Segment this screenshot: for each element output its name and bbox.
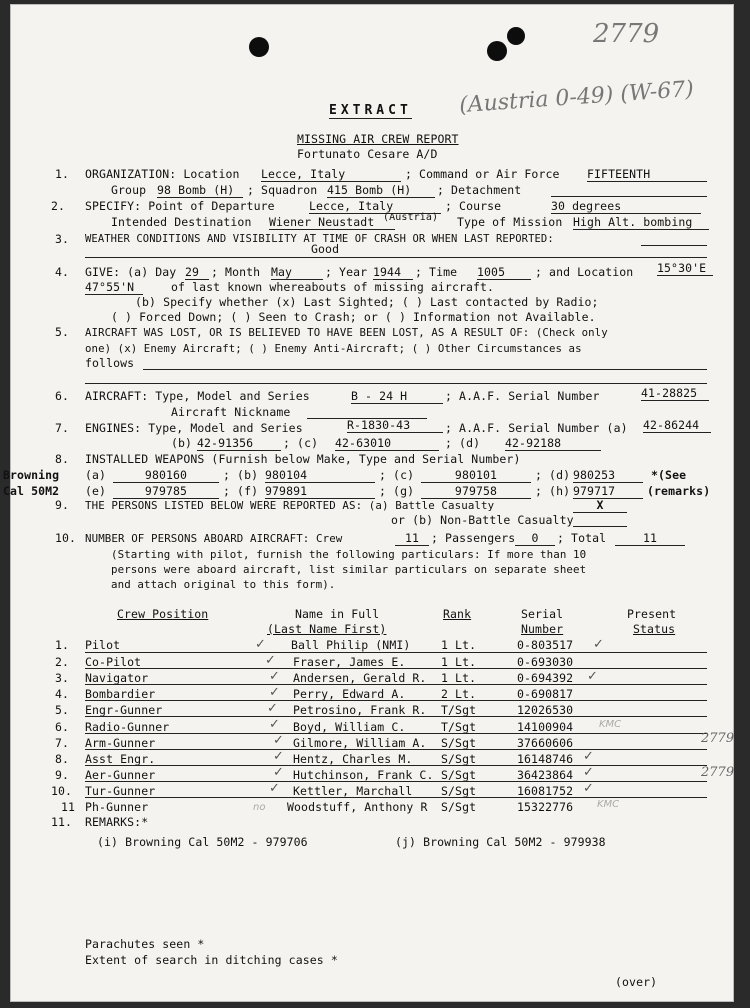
group-label: Group: [111, 183, 147, 197]
check-mark: ✓: [269, 717, 280, 732]
persons-note-2: persons were aboard aircraft, list similar particulars on separate sheet: [111, 563, 587, 576]
remark-i: (i) Browning Cal 50M2 - 979706: [97, 835, 308, 849]
weapon-a-label: (a): [85, 468, 107, 482]
squadron-label: ; Squadron: [247, 183, 318, 197]
check-mark: ✓: [583, 781, 594, 796]
margin-file-number: 2779: [701, 731, 735, 746]
weapon-f-value: 979891: [265, 485, 375, 499]
section-number: 9.: [55, 498, 70, 512]
section-number: 7.: [55, 421, 70, 435]
document-page: [3, 4, 735, 1002]
non-battle-label: or (b) Non-Battle Casualty: [391, 513, 574, 527]
engine-d-value: 42-92188: [505, 437, 601, 451]
row-position: Asst Engr.: [85, 752, 156, 766]
margin-no-mark: no: [253, 802, 266, 813]
engines-label: ENGINES: Type, Model and Series: [85, 421, 303, 435]
latitude-value: 47°55'N: [85, 281, 143, 295]
command-value: FIFTEENTH: [587, 168, 707, 182]
check-mark: ✓: [273, 765, 284, 780]
squadron-value: 415 Bomb (H): [327, 184, 435, 198]
row-serial: 0-694392: [517, 671, 574, 685]
year-value: 1944: [373, 266, 413, 280]
command-label: ; Command or Air Force: [405, 167, 560, 181]
passengers-label: ; Passengers: [431, 531, 516, 545]
row-position: Arm-Gunner: [85, 736, 156, 750]
row-rank: S/Sgt: [441, 800, 477, 814]
time-value: 1005: [477, 266, 531, 280]
location-value: Lecce, Italy: [261, 168, 401, 182]
extent-line: Extent of search in ditching cases *: [85, 953, 338, 967]
check-mark: ✓: [583, 749, 594, 764]
check-mark: ✓: [269, 685, 280, 700]
check-mark: ✓: [593, 637, 604, 652]
check-mark: ✓: [273, 733, 284, 748]
month-label: ; Month: [211, 265, 261, 279]
row-num: 4.: [55, 687, 70, 701]
punch-hole: [507, 27, 525, 45]
loss-line-1: AIRCRAFT WAS LOST, OR IS BELIEVED TO HAVE BEEN LOST, AS A RESULT OF: (Check only: [85, 326, 608, 339]
section-number: 6.: [55, 389, 70, 403]
row-name: Boyd, William C.: [293, 720, 406, 734]
weapon-make: Browning: [3, 468, 60, 482]
row-position: Engr-Gunner: [85, 703, 163, 717]
weapon-h-value: 979717: [573, 485, 643, 499]
airfield-name: Fortunato Cesare A/D: [297, 147, 438, 161]
row-name: Fraser, James E.: [293, 655, 406, 669]
persons-note-3: and attach original to this form).: [111, 578, 336, 591]
handwritten-file-number: 2779: [593, 19, 660, 49]
persons-note-1: (Starting with pilot, furnish the following particulars: If more than 10: [111, 548, 587, 561]
margin-kmc-mark: KMC: [599, 719, 622, 730]
longitude-value: 15°30'E: [657, 262, 713, 276]
row-serial: 0-803517: [517, 638, 574, 652]
section-number: 8.: [55, 452, 70, 466]
weapon-b-label: ; (b): [223, 468, 259, 482]
weapon-e-label: (e): [85, 484, 107, 498]
weapon-a-value: 980160: [113, 469, 219, 483]
row-name: Hutchinson, Frank C.: [293, 768, 434, 782]
row-name: Ball Philip (NMI): [291, 638, 411, 652]
over-note: (over): [615, 975, 658, 989]
row-name: Woodstuff, Anthony R: [287, 800, 428, 814]
weapon-d-label: ; (d): [535, 468, 571, 482]
header-name: Name in Full: [295, 607, 380, 621]
engine-c-label: ; (c): [283, 436, 319, 450]
engine-d-label: ; (d): [445, 436, 481, 450]
mission-value: High Alt. bombing: [573, 216, 709, 230]
row-num: 6.: [55, 720, 70, 734]
row-serial: 0-693030: [517, 655, 574, 669]
row-rank: T/Sgt: [441, 703, 477, 717]
aircraft-label: AIRCRAFT: Type, Model and Series: [85, 389, 310, 403]
row-position: Ph-Gunner: [85, 800, 149, 814]
destination-label: Intended Destination: [111, 215, 252, 229]
engine-serial-label: ; A.A.F. Serial Number (a): [445, 421, 628, 435]
status-line-b: (b) Specify whether (x) Last Sighted; ( ) Last contacted by Radio;: [135, 295, 599, 309]
weapon-see-note: *(See: [651, 468, 687, 482]
row-serial: 16148746: [517, 752, 574, 766]
check-mark: ✓: [269, 781, 280, 796]
specify-label: SPECIFY: Point of Departure: [85, 199, 275, 213]
header-crew-position: Crew Position: [117, 607, 209, 621]
weapon-f-label: ; (f): [223, 484, 259, 498]
remarks-label: REMARKS:*: [85, 815, 149, 829]
margin-kmc-mark: KMC: [597, 799, 620, 810]
check-mark: ✓: [255, 637, 266, 652]
row-name: Perry, Edward A.: [293, 687, 406, 701]
row-position: Pilot: [85, 638, 121, 652]
header-serial-sub: Number: [521, 622, 564, 636]
section-number: 1.: [55, 167, 70, 181]
engine-b-value: 42-91356: [197, 437, 281, 451]
remark-j: (j) Browning Cal 50M2 - 979938: [395, 835, 606, 849]
battle-casualty-mark: X: [573, 499, 627, 513]
header-status-sub: Status: [633, 622, 676, 636]
weapon-d-value: 980253: [573, 469, 643, 483]
course-label: ; Course: [445, 199, 502, 213]
row-rank: 1 Lt.: [441, 638, 477, 652]
day-value: 29: [185, 266, 209, 280]
row-position: Bombardier: [85, 687, 156, 701]
persons-label: NUMBER OF PERSONS ABOARD AIRCRAFT: Crew: [85, 532, 343, 545]
check-mark: ✓: [265, 653, 276, 668]
row-rank: S/Sgt: [441, 736, 477, 750]
row-rank: S/Sgt: [441, 752, 477, 766]
location-label: ; and Location: [535, 265, 634, 279]
check-mark: ✓: [267, 701, 278, 716]
weather-value: Good: [311, 242, 340, 256]
month-value: May: [271, 266, 323, 280]
header-status: Present: [627, 607, 677, 621]
engine-model-value: R-1830-43: [347, 419, 443, 433]
year-label: ; Year: [325, 265, 368, 279]
aircraft-serial-label: ; A.A.F. Serial Number: [445, 389, 600, 403]
handwritten-note: (Austria 0-49) (W-67): [458, 76, 695, 119]
mission-label: Type of Mission: [457, 215, 563, 229]
row-name: Hentz, Charles M.: [293, 752, 413, 766]
row-rank: 2 Lt.: [441, 687, 477, 701]
section-number: 11.: [51, 815, 73, 829]
row-num: 8.: [55, 752, 70, 766]
organization-label: ORGANIZATION: Location: [85, 167, 240, 181]
crew-count: 11: [395, 532, 429, 546]
check-mark: ✓: [587, 669, 598, 684]
weapon-g-label: ; (g): [379, 484, 415, 498]
punch-hole: [487, 41, 507, 61]
weapons-label: INSTALLED WEAPONS (Furnish below Make, Type and Serial Number): [85, 452, 521, 466]
weather-label: WEATHER CONDITIONS AND VISIBILITY AT TIME OF CRASH OR WHEN LAST REPORTED:: [85, 233, 554, 245]
row-num: 5.: [55, 703, 70, 717]
row-num: 7.: [55, 736, 70, 750]
row-name: Andersen, Gerald R.: [293, 671, 427, 685]
weapon-b-value: 980104: [265, 469, 375, 483]
row-position: Co-Pilot: [85, 655, 142, 669]
check-mark: ✓: [273, 749, 284, 764]
weapon-e-value: 979785: [113, 485, 219, 499]
parachutes-line: Parachutes seen *: [85, 937, 205, 951]
header-name-sub: (Last Name First): [267, 622, 387, 636]
row-rank: 1 Lt.: [441, 655, 477, 669]
section-number: 5.: [55, 325, 70, 339]
casualty-label: THE PERSONS LISTED BELOW WERE REPORTED AS: (a) Battle Casualty: [85, 499, 495, 512]
row-num: 2.: [55, 655, 70, 669]
passengers-count: 0: [515, 532, 555, 546]
section-number: 10.: [55, 531, 77, 545]
row-position: Tur-Gunner: [85, 784, 156, 798]
check-mark: ✓: [269, 669, 280, 684]
weapon-type: Cal 50M2: [3, 484, 60, 498]
row-position: Radio-Gunner: [85, 720, 170, 734]
row-serial: 12026530: [517, 703, 574, 717]
section-number: 2.: [51, 199, 66, 213]
row-position: Navigator: [85, 671, 149, 685]
course-value: 30 degrees: [551, 200, 701, 214]
row-serial: 36423864: [517, 768, 574, 782]
row-name: Gilmore, William A.: [293, 736, 427, 750]
document-subtitle: MISSING AIR CREW REPORT: [297, 132, 459, 146]
total-label: ; Total: [557, 531, 607, 545]
destination-note: (Austria): [383, 212, 439, 223]
row-name: Kettler, Marchall: [293, 784, 413, 798]
engine-b-label: (b): [171, 436, 193, 450]
row-serial: 14100904: [517, 720, 574, 734]
weapon-h-label: ; (h): [535, 484, 571, 498]
row-rank: 1 Lt.: [441, 671, 477, 685]
section-number: 3.: [55, 232, 70, 246]
row-num: 11: [61, 800, 76, 814]
weapon-remarks-note: (remarks): [647, 484, 711, 498]
row-num: 10.: [51, 784, 73, 798]
detachment-label: ; Detachment: [437, 183, 522, 197]
row-rank: S/Sgt: [441, 768, 477, 782]
weapon-g-value: 979758: [421, 485, 531, 499]
section-number: 4.: [55, 265, 70, 279]
row-serial: 37660606: [517, 736, 574, 750]
row-serial: 16081752: [517, 784, 574, 798]
weapon-c-value: 980101: [421, 469, 531, 483]
aircraft-nickname-label: Aircraft Nickname: [171, 405, 291, 419]
row-rank: S/Sgt: [441, 784, 477, 798]
status-line-c: ( ) Forced Down; ( ) Seen to Crash; or ( ) Information not Available.: [111, 310, 596, 324]
aircraft-serial-value: 41-28825: [641, 387, 709, 401]
row-position: Aer-Gunner: [85, 768, 156, 782]
row-num: 1.: [55, 638, 70, 652]
give-label: GIVE: (a) Day: [85, 265, 177, 279]
aircraft-model-value: B - 24 H: [351, 390, 443, 404]
row-rank: T/Sgt: [441, 720, 477, 734]
departure-value: Lecce, Italy: [309, 200, 441, 214]
engine-a-value: 42-86244: [643, 419, 711, 433]
document-title: EXTRACT: [329, 103, 412, 118]
engine-c-value: 42-63010: [335, 437, 439, 451]
loss-line-2: one) (x) Enemy Aircraft; ( ) Enemy Anti-Aircraft; ( ) Other Circumstances as: [85, 342, 582, 355]
total-count: 11: [615, 532, 685, 546]
row-num: 3.: [55, 671, 70, 685]
punch-hole: [249, 37, 269, 57]
row-num: 9.: [55, 768, 70, 782]
time-label: ; Time: [415, 265, 458, 279]
header-serial: Serial: [521, 607, 564, 621]
header-rank: Rank: [443, 607, 472, 621]
latitude-after: of last known whereabouts of missing aircraft.: [171, 280, 495, 294]
row-name: Petrosino, Frank R.: [293, 703, 427, 717]
row-serial: 0-690817: [517, 687, 574, 701]
loss-line-3: follows: [85, 356, 135, 370]
destination-value: Wiener Neustadt: [269, 216, 395, 230]
row-serial: 15322776: [517, 800, 574, 814]
weapon-c-label: ; (c): [379, 468, 415, 482]
check-mark: ✓: [583, 765, 594, 780]
group-value: 98 Bomb (H): [157, 184, 243, 198]
margin-file-number: 2779: [701, 765, 735, 780]
